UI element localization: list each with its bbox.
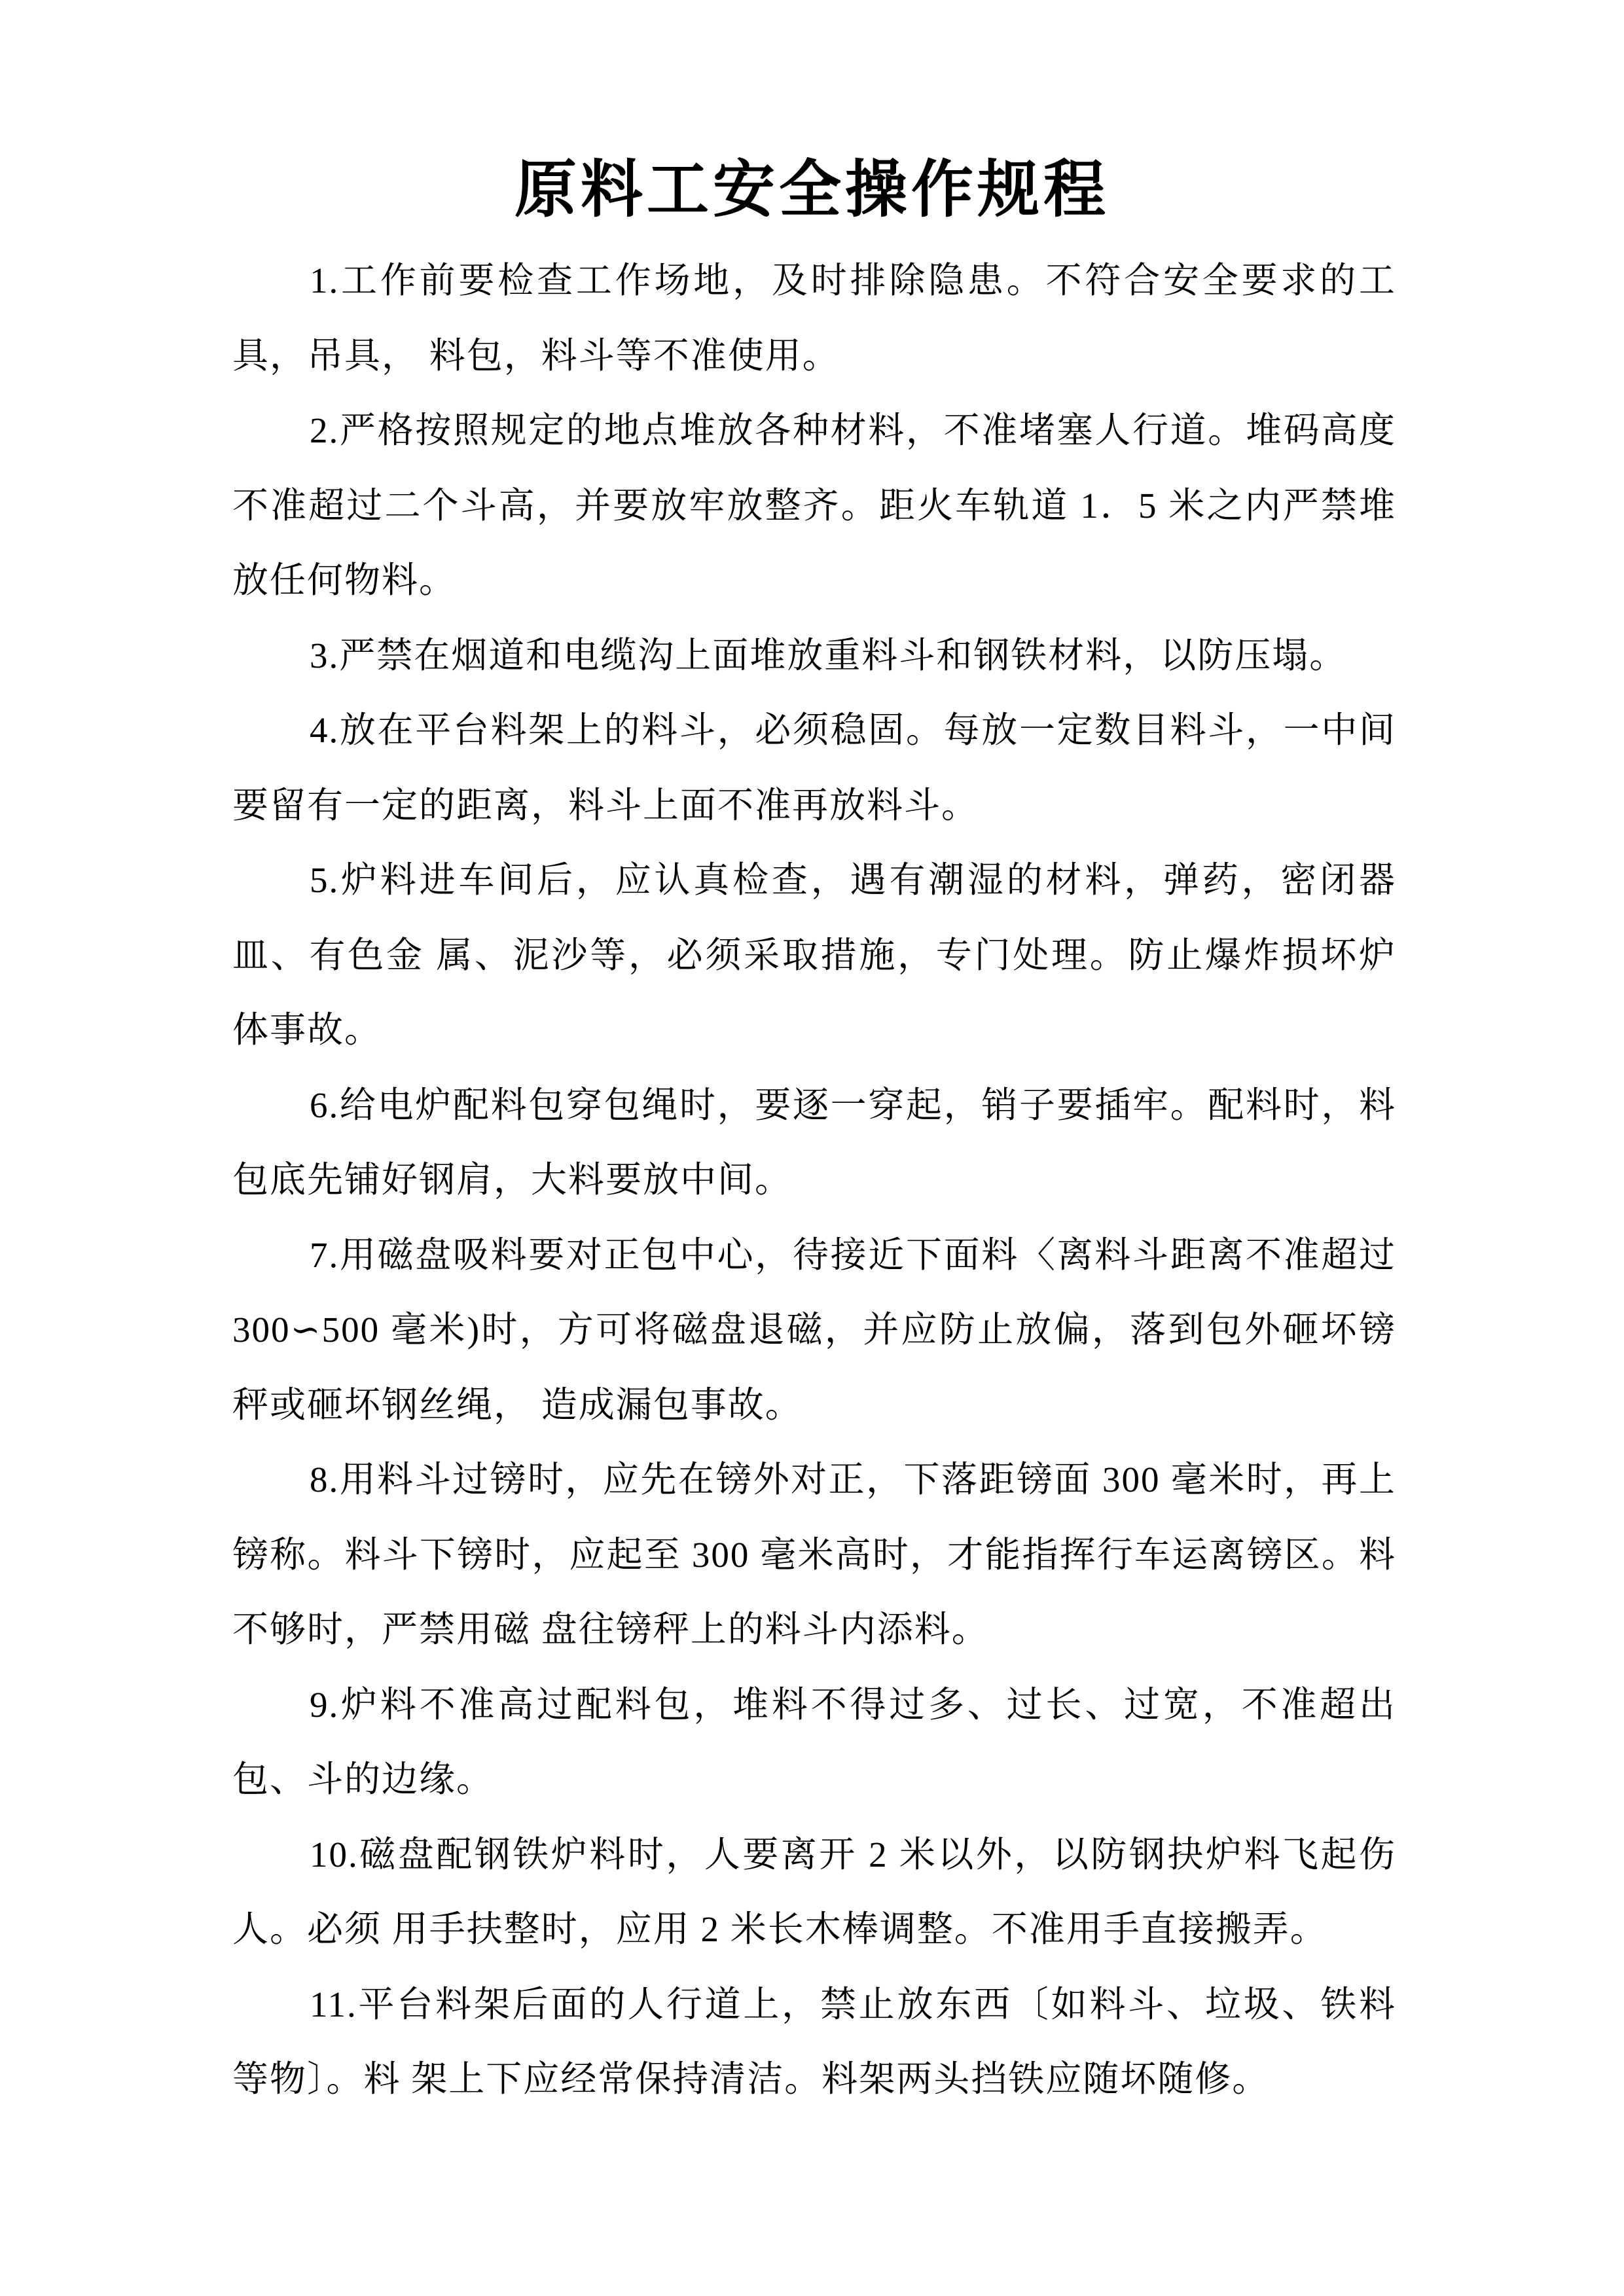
paragraph: 7.用磁盘吸料要对正包中心，待接近下面料〈离料斗距离不准超过 300∽500 毫米)时，方可将磁盘退磁，并应防止放偏，落到包外砸坏镑秤或砸坏钢丝绳， 造成漏包事故。 [232, 1234, 1396, 1425]
document-title: 原料工安全操作规程 [514, 155, 1110, 224]
paragraph: 3.严禁在烟道和电缆沟上面堆放重料斗和钢铁材料，以防压塌。 [310, 635, 1347, 675]
document-body [232, 243, 1396, 2117]
paragraph: 9.炉料不准高过配料包，堆料不得过多、过长、过宽，不准超出包、斗的边缘。 [232, 1684, 1396, 1799]
paragraph: 6.给电炉配料包穿包绳时，要逐一穿起，销子要插牢。配料时，料包底先铺好钢肩，大料要放中间。 [232, 1085, 1396, 1200]
paragraph: 10.磁盘配钢铁炉料时，人要离开 2 米以外，以防钢抉炉料飞起伤人。必须 用手扶整时，应用 2 米长木棒调整。不准用手直接搬弄。 [232, 1834, 1396, 1949]
paragraph: 4.放在平台料架上的料斗，必须稳固。每放一定数目料斗，一中间要留有一定的距离，料斗上面不准再放料斗。 [232, 710, 1396, 825]
paragraph: 5.炉料进车间后，应认真检查，遇有潮湿的材料，弹药，密闭器皿、有色金 属、泥沙等，必须采取措施，专门处理。防止爆炸损坏炉体事故。 [232, 860, 1396, 1050]
paragraph: 1.工作前要检查工作场地，及时排除隐患。不符合安全要求的工具，吊具， 料包，料斗等不准使用。 [232, 260, 1396, 376]
paragraph: 11.平台料架后面的人行道上，禁止放东西〔如料斗、垃圾、铁料等物〕。料 架上下应经常保持清洁。料架两头挡铁应随坏随修。 [232, 1984, 1396, 2099]
paragraph: 8.用料斗过镑时，应先在镑外对正，下落距镑面 300 毫米时，再上镑称。料斗下镑时，应起至 300 毫米高时，才能指挥行车运离镑区。料不够时，严禁用磁 盘往镑秤上的料斗内添料。 [232, 1460, 1396, 1649]
paragraph: 2.严格按照规定的地点堆放各种材料，不准堵塞人行道。堆码高度不准超过二个斗高，并要放牢放整齐。距火车轨道 1．5 米之内严禁堆放任何物料。 [232, 410, 1396, 600]
